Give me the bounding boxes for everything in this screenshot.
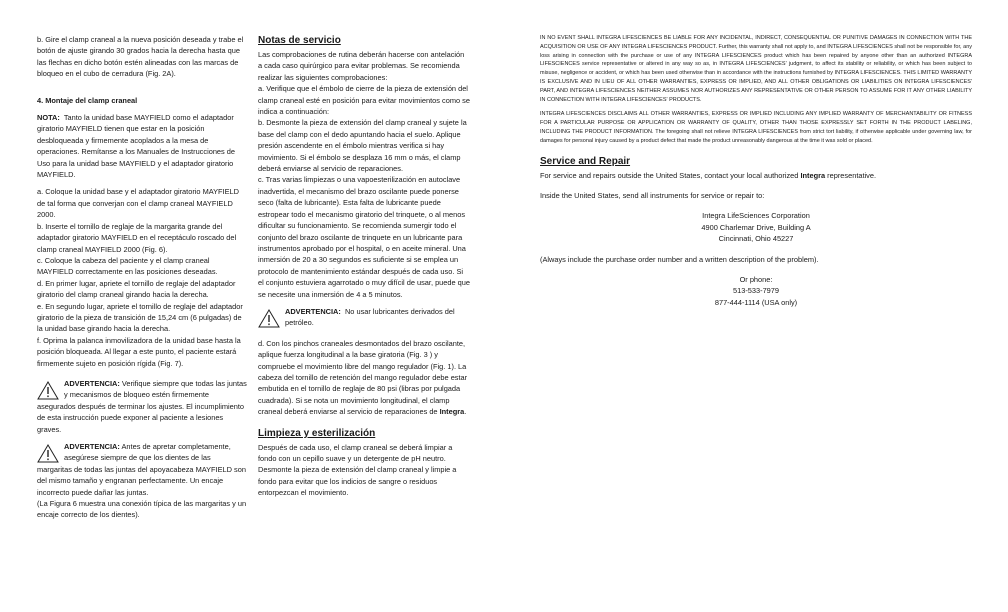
figure-note: (La Figura 6 muestra una conexión típica de las margaritas y un encaje correcto de los dientes). (37, 499, 247, 520)
check-b: b. Desmonte la pieza de extensión del clamp craneal y sujete la base del clamp con el dedo apuntando hacia el suelo. Aplique presión ascendente en el émbolo mientras verifica si hay movimiento. Si el émbolo se desplaza 16 mm o más, el clamp deberá enviarse al servicio de reparaciones. (258, 118, 467, 174)
section-heading-assembly: 4. Montaje del clamp craneal (37, 95, 138, 105)
warning-text: No usar lubricantes derivados del petróleo. (285, 306, 455, 328)
service-intro-end: representative. (825, 170, 877, 180)
note-label: NOTA: (37, 113, 60, 123)
service-intro: Las comprobaciones de rutina deberán hacerse con antelación a cada caso quirúrgico para evitar problemas. Se recomienda realizar las siguientes comprobaciones: (258, 50, 465, 82)
warning-label: ADVERTENCIA: (285, 306, 341, 316)
include-note: (Always include the purchase order number and a written description of the problem). (540, 254, 819, 264)
warning-triangle-icon (37, 381, 59, 400)
warning-label: ADVERTENCIA: (64, 378, 120, 388)
brand-name: Integra (439, 407, 465, 417)
step-f: f. Oprima la palanca inmovilizadora de la unidad base hasta la posición bloqueada. Al llegar a este punto, el paciente estará firmemente sujeto en posición rígida (Fig. 7). (37, 335, 241, 368)
column-right (540, 34, 972, 308)
warning-text: Antes de apretar completamente, asegúrese siempre de que los dientes de las margaritas de todas las juntas del apoyacabeza MAYFIELD son del mismo tamaño y engranan perfectamente. Un encaje incorrecto puede dañar las juntas. (37, 442, 246, 497)
heading-service-repair: Service and Repair (540, 155, 631, 167)
check-d: d. Con los pinchos craneales desmontados del brazo oscilante, aplique fuerza longitudinal a la base giratoria (Fig. 3 ) y compruebe el movimiento libre del mango regulador (Fig. 1). La cabeza del tornillo de retención del mango regulador debe estar embutida en el tornillo de reglaje de 80 psi (libras por pulgada cuadrada). Si se nota un movimiento longitudinal, el clamp craneal deberá enviarse al servicio de reparaciones de Integra. (258, 338, 468, 417)
step-e: e. En segundo lugar, apriete el tornillo de reglaje del adaptador giratorio de la pieza de transición de 15,24 cm (6 pulgadas) de la unidad base girando hacia la derecha. (37, 301, 243, 334)
warning-triangle-icon (37, 444, 59, 463)
warning-label: ADVERTENCIA: (64, 442, 120, 451)
warning-triangle-icon (258, 309, 280, 328)
phone-label: Or phone: (739, 275, 773, 284)
step-b: b. Inserte el tornillo de reglaje de la margarita grande del adaptador giratorio MAYFIELD en el receptáculo roscado del clamp craneal MAYFIELD 2000 (Fig. 6). (37, 221, 237, 254)
phone-number-1: 513-533-7979 (732, 286, 780, 296)
brand-name: Integra (800, 170, 826, 180)
check-d-text: d. Con los pinchos craneales desmontados del brazo oscilante, aplique fuerza longitudinal a la base giratoria (Fig. 3 ) y compruebe el movimiento libre del mango regulador (Fig. 1). La cabeza del tornillo de retención del mango regulador debe estar embutida en el tornillo de reglaje de 80 psi (libras por pulgada cuadrada). Si se nota un movimiento longitudinal, el clamp craneal deberá enviarse al servicio de reparaciones de (258, 338, 468, 417)
warning-box-lubricant (258, 306, 470, 329)
note-paragraph (37, 112, 247, 180)
column-middle (258, 34, 470, 499)
step-a: a. Coloque la unidad base y el adaptador giratorio MAYFIELD de tal forma que converjan con el clamp craneal MAYFIELD 2000. (37, 187, 239, 220)
intro-paragraph: b. Gire el clamp craneal a la nueva posición deseada y trabe el botón de ajuste girando 30 grados hacia la derecha hasta que las flechas en dicho botón estén alineadas con las marcas de bloqueo en el cubo de cerradura (Fig. 2A). (37, 35, 244, 79)
address-line-2: 4900 Charlemar Drive, Building A (701, 222, 811, 232)
service-outside-us (540, 170, 972, 181)
note-text: Tanto la unidad base MAYFIELD como el adaptador giratorio MAYFIELD tienen que estar en la posición desbloqueada y firmemente acoplados a la mesa de operaciones. Remítanse a los Manuales de Instrucciones de Uso para la unidad base MAYFIELD y el adaptador giratorio MAYFIELD. (37, 113, 236, 180)
check-a: a. Verifique que el émbolo de cierre de la pieza de extensión del clamp craneal esté en posición para evitar movimientos como se indica a continuación: (258, 84, 470, 117)
service-intro-text: For service and repairs outside the United States, contact your local authorized (540, 170, 801, 180)
address-line-1: Integra LifeSciences Corporation (702, 211, 810, 221)
phone-number-2: 877-444-1114 (USA only) (714, 297, 798, 307)
heading-cleaning: Limpieza y esterilización (258, 427, 376, 439)
check-c: c. Tras varias limpiezas o una vapoesterilización en autoclave inadvertida, el mecanismo del brazo oscilante puede ponerse seco (falta de lubricante). Esta falta de lubricante puede estropear todo el mecanismo giratorio del trinquete, o al menos dificultar su funcionamiento. Se recomienda sumergir todo el conjunto del brazo oscilante de trinquete en un lubricante para instrumentos aprobado por el hospital, o en aceite mineral. Una inmersión de 20 a 30 segundos es suficiente si se emplea un protocolo de mantenimiento estándar después de cada uso. Si el conjunto estuviera agarrotado o muy difícil de usar, puede que se necesite una inmersión de 4 a 5 minutos. (258, 175, 471, 299)
warning-box-2 (37, 441, 247, 498)
heading-service-notes: Notas de servicio (258, 35, 341, 46)
address-line-3: Cincinnati, Ohio 45227 (718, 234, 794, 244)
cleaning-paragraph: Después de cada uso, el clamp craneal se deberá limpiar a fondo con un cepillo suave y un detergente de pH neutro. Desmonte la pieza de extensión del clamp craneal y limpie a fondo para evitar que los indicios de sangre o residuos entorpezcan el movimiento. (258, 442, 457, 498)
warning-text: Verifique siempre que todas las juntas y mecanismos de bloqueo estén firmemente asegurados después de terminar los ajustes. El incumplimiento de esta instrucción puede exponer al paciente a lesiones graves. (37, 378, 247, 434)
column-left (37, 34, 247, 521)
step-d: d. En primer lugar, apriete el tornillo de reglaje del adaptador giratorio del clamp craneal girando hacia la derecha. (37, 278, 236, 300)
service-inside-us: Inside the United States, send all instruments for service or repair to: (540, 190, 765, 200)
disclaimer-paragraph-2: INTEGRA LIFESCIENCES DISCLAIMS ALL OTHER WARRANTIES, EXPRESS OR IMPLIED INCLUDING ANY IMPLIED WARRANTY OF MERCHANTABILITY OR FITNESS FOR A PARTICULAR PURPOSE OR APPLICATION OR WARRANTY OF QUALITY, OTHER THAN THOSE EXPRESSLY SET FORTH IN THE PRODUCT LABELING, INCLUDING THE PRODUCT INFORMATION. The foregoing shall not relieve INTEGRA LIFESCIENCES from strict tort liability, if otherwise applicable under governing law, for damages for personal injury caused by a product defect that made the product unreasonably dangerous at the time it was sold or placed. (540, 111, 972, 144)
warning-box-1 (37, 378, 247, 435)
step-c: c. Coloque la cabeza del paciente y el clamp craneal MAYFIELD correctamente en las posiciones deseadas. (37, 255, 218, 277)
disclaimer-paragraph-1: IN NO EVENT SHALL INTEGRA LIFESCIENCES BE LIABLE FOR ANY INCIDENTAL, INDIRECT, CONSEQUENTIAL OR PUNITIVE DAMAGES IN CONNECTION WITH THE ACQUISITION OR USE OF ANY INTEGRA LIFESCIENCES PRODUCT. Further, this warranty shall not apply to, and INTEGRA LIFESCIENCES shall not be responsible for, any loss arising in connection with the purchase or use of any INTEGRA LIFESCIENCES product which has been repaired by anyone other than an authorized INTEGRA LIFESCIENCES service representative or altered in any way so as, in INTEGRA LIFESCIENCES' judgment, to affect its stability or reliability, or which has been subject to misuse, negligence or accident, or which has been used otherwise than in accordance with the instructions furnished by INTEGRA LIFESCIENCES. THIS LIMITED WARRANTY IS EXCLUSIVE AND IN LIEU OF ALL OTHER WARRANTIES, EXPRESS OR IMPLIED, AND ALL OTHER OBLIGATIONS OR LIABILITIES ON INTEGRA LIFESCIENCES' PART, AND INTEGRA LIFESCIENCES NEITHER ASSUMES NOR AUTHORIZES ANY REPRESENTATIVE OR OTHER PERSON TO ASSUME FOR IT ANY OTHER LIABILITY IN CONNECTION WITH INTEGRA LIFESCIENCES' PRODUCTS. (540, 35, 972, 103)
